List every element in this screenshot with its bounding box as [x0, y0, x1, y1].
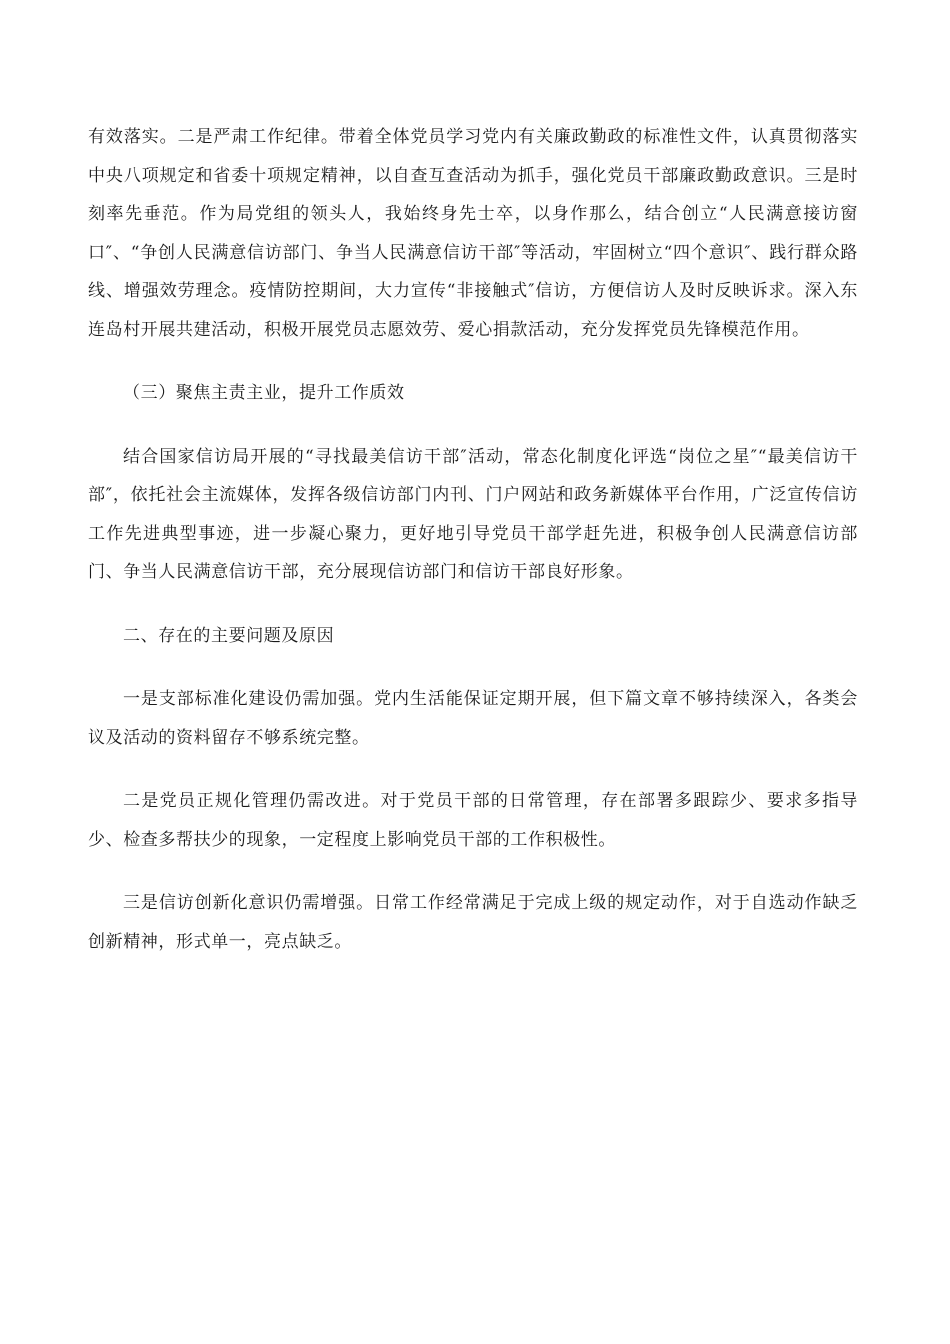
body-paragraph-2: 结合国家信访局开展的“寻找最美信访干部″活动，常态化制度化评选“岗位之星″“最美信访干部″，依托社会主流媒体，发挥各级信访部门内刊、门户网站和政务新媒体平台作用，广泛宣传信访工作先进典型事迹，进一步凝心聚力，更好地引导党员干部学赶先进，积极争创人民满意信访部门、争当人民满意信访干部，充分展现信访部门和信访干部良好形象。: [88, 446, 858, 582]
section-heading-2: 二、存在的主要问题及原因: [123, 625, 335, 646]
document-body: [88, 118, 858, 961]
problem-paragraph-1: 一是支部标准化建设仍需加强。党内生活能保证定期开展，但下篇文章不够持续深入，各类会议及活动的资料留存不够系统完整。: [88, 689, 858, 748]
problem-paragraph-3: 三是信访创新化意识仍需增强。日常工作经常满足于完成上级的规定动作，对于自选动作缺乏创新精神，形式单一，亮点缺乏。: [88, 893, 858, 952]
problem-paragraph-2: 二是党员正规化管理仍需改进。对于党员干部的日常管理，存在部署多跟踪少、要求多指导少、检查多帮扶少的现象，一定程度上影响党员干部的工作积极性。: [88, 791, 858, 850]
section-heading-3: （三）聚焦主责主业，提升工作质效: [123, 383, 405, 403]
body-paragraph-1: 有效落实。二是严肃工作纪律。带着全体党员学习党内有关廉政勤政的标准性文件，认真贯彻落实中央八项规定和省委十项规定精神，以自查互查活动为抓手，强化党员干部廉政勤政意识。三是时刻率先垂范。作为局党组的领头人，我始终身先士卒，以身作那么，结合创立“人民满意接访窗口″、“争创人民满意信访部门、争当人民满意信访干部″等活动，牢固树立“四个意识″、践行群众路线、增强效劳理念。疫情防控期间，大力宣传“非接触式″信访，方便信访人及时反映诉求。深入东连岛村开展共建活动，积极开展党员志愿效劳、爱心捐款活动，充分发挥党员先锋模范作用。: [88, 127, 858, 340]
